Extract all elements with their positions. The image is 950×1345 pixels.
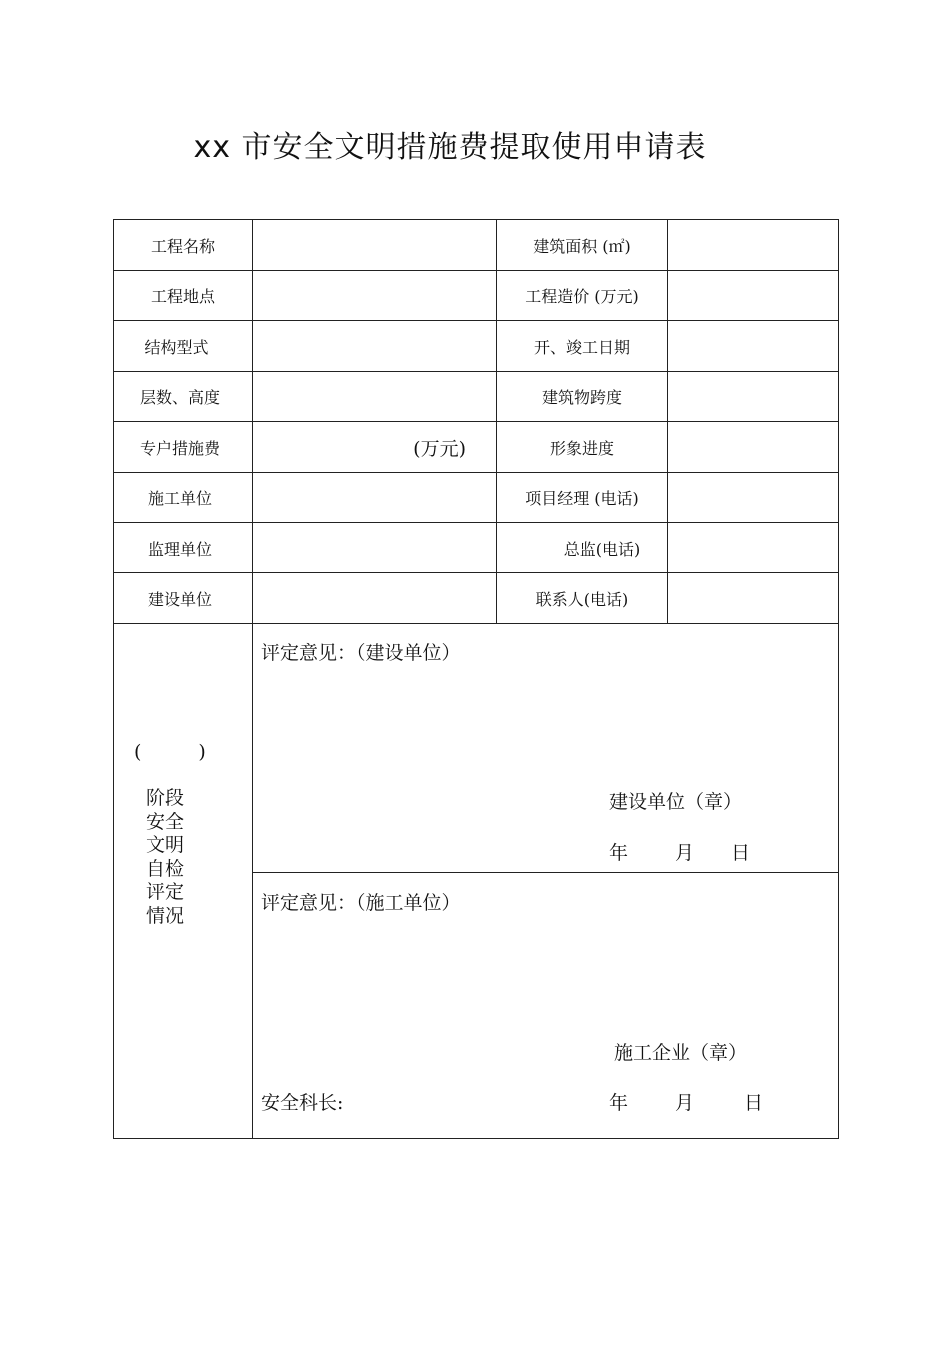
label-project-manager: 项目经理 (电话) — [525, 488, 639, 508]
label-contact-person: 联系人(电话) — [535, 589, 629, 609]
assessment-label-line: 评定 — [145, 881, 184, 903]
page-title: xx 市安全文明措施费提取使用申请表 — [193, 130, 707, 165]
assessment-label — [135, 787, 195, 928]
owner-day-label: 日 — [731, 842, 751, 864]
field-owner-unit[interactable] — [253, 573, 496, 623]
label-start-end-date: 开、竣工日期 — [533, 337, 630, 357]
contractor-year-label: 年 — [609, 1092, 629, 1114]
label-project-name: 工程名称 — [150, 236, 215, 256]
field-structure-type[interactable] — [253, 321, 496, 371]
label-project-location: 工程地点 — [150, 286, 215, 306]
label-building-span: 建筑物跨度 — [541, 387, 622, 407]
label-project-cost: 工程造价 (万元) — [525, 286, 639, 306]
owner-opinion-label: 评定意见：（建设单位） — [261, 642, 461, 664]
contractor-opinion-label: 评定意见：（施工单位） — [261, 892, 461, 914]
assessment-label-line: 阶段 — [145, 787, 184, 809]
label-owner-unit: 建设单位 — [147, 589, 212, 609]
field-project-manager[interactable] — [668, 472, 838, 522]
safety-chief-label: 安全科长: — [261, 1092, 344, 1114]
assessment-label-line: 自检 — [145, 857, 184, 880]
stage-blank: ( ) — [134, 741, 206, 763]
owner-year-label: 年 — [609, 842, 629, 864]
assessment-label-line: 安全 — [145, 810, 184, 833]
assessment-label-line: 情况 — [145, 904, 184, 927]
application-form — [113, 219, 839, 1139]
owner-month-label: 月 — [675, 842, 695, 864]
field-construction-unit[interactable] — [253, 472, 496, 522]
field-chief-supervisor[interactable] — [668, 523, 838, 573]
assessment-label-line: 文明 — [145, 834, 184, 856]
field-contact-person[interactable] — [668, 573, 838, 623]
field-special-fee[interactable] — [253, 422, 496, 472]
field-building-span[interactable] — [668, 371, 838, 421]
label-chief-supervisor: 总监(电话) — [563, 539, 641, 559]
field-floors-height[interactable] — [253, 371, 496, 421]
field-building-area[interactable] — [668, 220, 838, 270]
owner-seal-label: 建设单位（章） — [609, 791, 743, 813]
contractor-day-label: 日 — [744, 1092, 764, 1114]
field-project-cost[interactable] — [668, 270, 838, 320]
unit-ten-thousand-yuan: (万元) — [413, 437, 466, 460]
contractor-month-label: 月 — [675, 1092, 695, 1114]
field-supervision-unit[interactable] — [253, 523, 496, 573]
field-progress[interactable] — [668, 422, 838, 472]
field-project-name[interactable] — [253, 220, 496, 270]
label-supervision-unit: 监理单位 — [147, 539, 212, 559]
label-building-area: 建筑面积 (㎡) — [533, 236, 631, 256]
label-progress: 形象进度 — [549, 438, 614, 458]
field-project-location[interactable] — [253, 270, 496, 320]
label-floors-height: 层数、高度 — [139, 387, 220, 407]
label-construction-unit: 施工单位 — [147, 488, 212, 508]
contractor-seal-label: 施工企业（章） — [614, 1042, 748, 1064]
field-start-end-date[interactable] — [668, 321, 838, 371]
label-special-fee: 专户措施费 — [139, 438, 220, 458]
label-structure-type: 结构型式 — [144, 337, 209, 357]
